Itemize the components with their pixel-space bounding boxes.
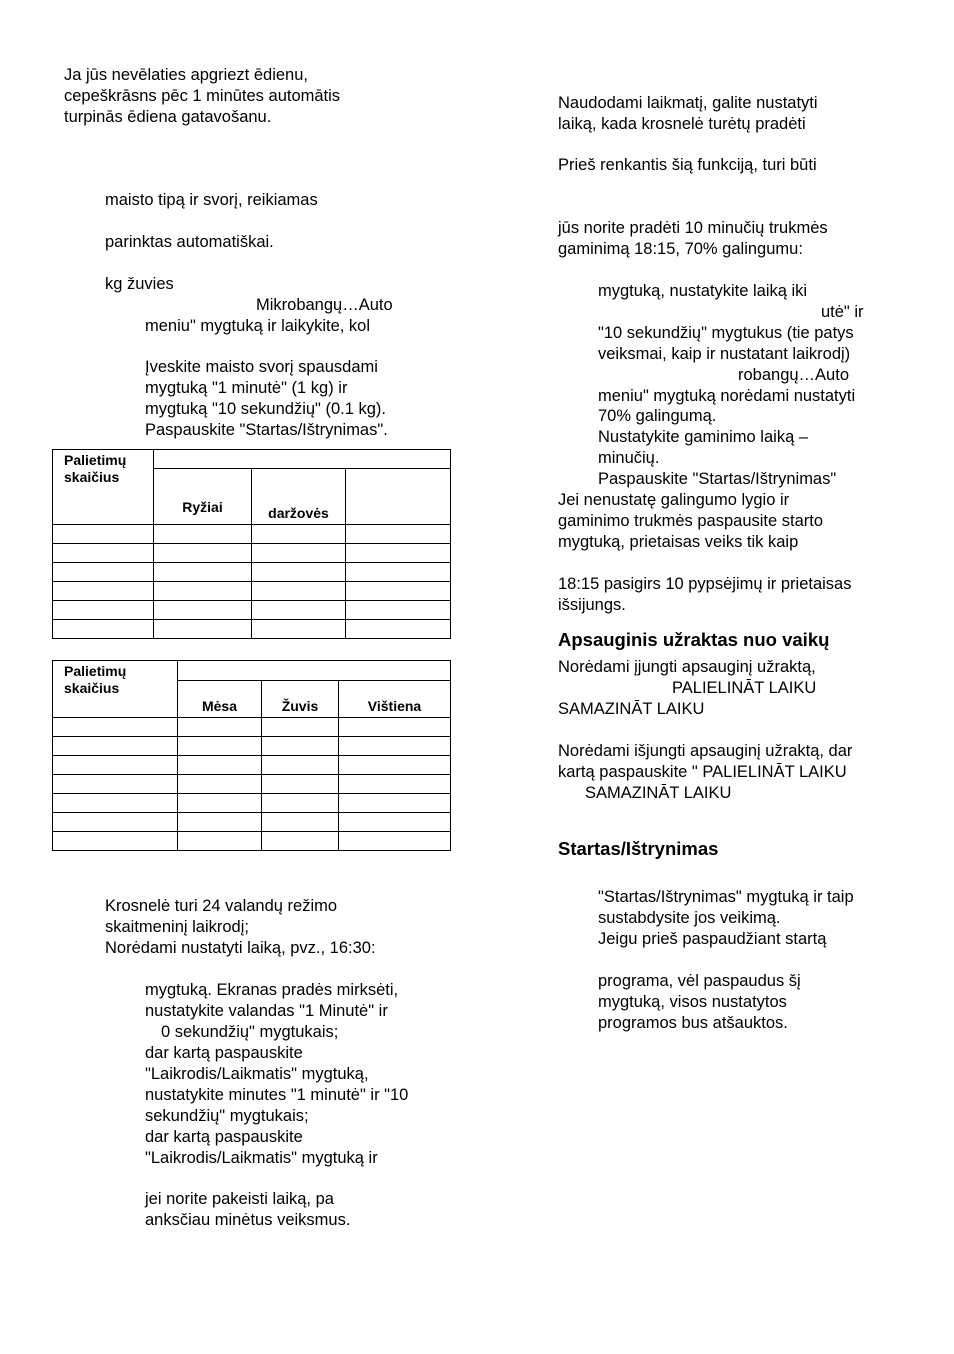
- clock-line: Norėdami nustatyti laiką, pvz., 16:30:: [105, 939, 376, 957]
- auto-menu-line: Įveskite maisto svorį spausdami: [145, 358, 378, 376]
- table-cell: [53, 756, 178, 775]
- start-clear-line: Jeigu prieš paspaudžiant startą: [598, 930, 827, 948]
- auto-menu-table-2: [52, 660, 451, 851]
- clock-line: "Laikrodis/Laikmatis" mygtuką ir: [145, 1149, 378, 1167]
- corner-label-line-2: skaičius: [64, 469, 120, 485]
- table-corner-cell: [53, 450, 154, 525]
- table-cell: [154, 525, 252, 544]
- clock-line: dar kartą paspauskite: [145, 1128, 303, 1146]
- table-row: [53, 563, 451, 582]
- timer-line: mygtuką, nustatykite laiką iki: [598, 282, 808, 300]
- clock-line: nustatykite valandas "1 Minutė" ir: [145, 1002, 388, 1020]
- clock-line: jei norite pakeisti laiką, pa: [145, 1190, 334, 1208]
- column-header-chicken: Vištiena: [339, 681, 451, 718]
- table-cell: [346, 582, 451, 601]
- table-cell: [262, 813, 339, 832]
- auto-menu-line: Mikrobangų…Auto: [256, 296, 393, 314]
- child-lock-line: Norėdami išjungti apsauginį užraktą, dar: [558, 742, 853, 760]
- table-cell: [346, 525, 451, 544]
- table-cell: [262, 794, 339, 813]
- table-cell: [53, 620, 154, 639]
- clock-line: mygtuką. Ekranas pradės mirksėti,: [145, 981, 399, 999]
- table-row: [53, 582, 451, 601]
- timer-line: utė" ir: [821, 303, 864, 321]
- table-row: [53, 525, 451, 544]
- table-cell: [53, 718, 178, 737]
- start-clear-line: sustabdysite jos veikimą.: [598, 909, 781, 927]
- table-cell: [154, 601, 252, 620]
- corner-label-line-2: skaičius: [64, 680, 120, 696]
- table-cell: [339, 794, 451, 813]
- auto-menu-line: Paspauskite "Startas/Ištrynimas".: [145, 421, 388, 439]
- column-header-rice: Ryžiai: [154, 469, 252, 525]
- timer-line: meniu" mygtuką norėdami nustatyti: [598, 387, 856, 405]
- table-row: [53, 544, 451, 563]
- table-row: [53, 832, 451, 851]
- timer-line: veiksmai, kaip ir nustatant laikrodį): [598, 345, 851, 363]
- auto-menu-line: mygtuką "10 sekundžių" (0.1 kg).: [145, 400, 386, 418]
- timer-line: Nustatykite gaminimo laiką –: [598, 428, 809, 446]
- table-row: [53, 756, 451, 775]
- start-clear-heading: Startas/Ištrynimas: [558, 838, 719, 859]
- column-header-blank: [346, 469, 451, 525]
- clock-line: Krosnelė turi 24 valandų režimo: [105, 897, 338, 915]
- corner-label-line-1: Palietimų: [64, 663, 127, 679]
- timer-line: robangų…Auto: [738, 366, 849, 384]
- table-row: [53, 718, 451, 737]
- timer-line: minučių.: [598, 449, 660, 467]
- timer-line: 18:15 pasigirs 10 pypsėjimų ir prietaisas: [558, 575, 852, 593]
- timer-line: išsijungs.: [558, 596, 626, 614]
- table-cell: [252, 582, 346, 601]
- column-header-vegetables: daržovės: [252, 469, 346, 525]
- start-clear-line: "Startas/Ištrynimas" mygtuką ir taip: [598, 888, 854, 906]
- table-cell: [339, 756, 451, 775]
- table-cell: [53, 813, 178, 832]
- child-lock-line: SAMAZINĀT LAIKU: [585, 784, 732, 802]
- child-lock-heading: Apsauginis užraktas nuo vaikų: [558, 629, 830, 650]
- timer-line: 70% galingumą.: [598, 407, 717, 425]
- start-clear-line: programos bus atšauktos.: [598, 1014, 788, 1032]
- clock-line: skaitmeninį laikrodį;: [105, 918, 249, 936]
- timer-line: "10 sekundžių" mygtukus (tie patys: [598, 324, 854, 342]
- table-row: [53, 813, 451, 832]
- table-cell: [154, 620, 252, 639]
- timer-line: gaminimo trukmės paspausite starto: [558, 512, 824, 530]
- table-cell: [252, 563, 346, 582]
- clock-line: 0 sekundžių" mygtukais;: [161, 1023, 339, 1041]
- table-cell: [262, 775, 339, 794]
- auto-menu-line: maisto tipą ir svorį, reikiamas: [105, 191, 318, 209]
- intro-line-3: turpinās ēdiena gatavošanu.: [64, 108, 272, 126]
- table-cell: [339, 775, 451, 794]
- table-cell: [53, 601, 154, 620]
- clock-line: anksčiau minėtus veiksmus.: [145, 1211, 351, 1229]
- child-lock-line: Norėdami įjungti apsauginį užraktą,: [558, 658, 816, 676]
- table-cell: [178, 718, 262, 737]
- table-cell: [346, 601, 451, 620]
- table-row: [53, 620, 451, 639]
- timer-line: Jei nenustatę galingumo lygio ir: [558, 491, 790, 509]
- start-clear-line: programa, vėl paspaudus šį: [598, 972, 801, 990]
- clock-line: "Laikrodis/Laikmatis" mygtuką,: [145, 1065, 369, 1083]
- timer-line: gaminimą 18:15, 70% galingumu:: [558, 240, 803, 258]
- table-cell: [53, 832, 178, 851]
- table-cell: [178, 832, 262, 851]
- table-cell: [262, 718, 339, 737]
- table-cell: [178, 775, 262, 794]
- table-cell: [252, 525, 346, 544]
- start-clear-line: mygtuką, visos nustatytos: [598, 993, 787, 1011]
- auto-menu-line: kg žuvies: [105, 275, 174, 293]
- table-cell: [53, 737, 178, 756]
- table-corner-cell: [53, 661, 178, 718]
- table-cell: [339, 718, 451, 737]
- table-cell: [339, 737, 451, 756]
- table-cell: [262, 737, 339, 756]
- table-cell: [178, 737, 262, 756]
- table-cell: [154, 563, 252, 582]
- clock-line: sekundžių" mygtukais;: [145, 1107, 309, 1125]
- table-cell: [346, 544, 451, 563]
- table-cell: [53, 582, 154, 601]
- intro-line-2: cepeškrāsns pēc 1 minūtes automātis: [64, 87, 341, 105]
- table-header-span: [178, 661, 451, 681]
- clock-line: dar kartą paspauskite: [145, 1044, 303, 1062]
- table-cell: [53, 525, 154, 544]
- child-lock-line: PALIELINĀT LAIKU: [672, 679, 817, 697]
- timer-line: laiką, kada krosnelė turėtų pradėti: [558, 115, 806, 133]
- auto-menu-line: parinktas automatiškai.: [105, 233, 274, 251]
- table-cell: [262, 756, 339, 775]
- table-cell: [339, 813, 451, 832]
- table-row: [53, 775, 451, 794]
- table-cell: [178, 794, 262, 813]
- table-cell: [252, 544, 346, 563]
- table-cell: [154, 582, 252, 601]
- table-cell: [252, 620, 346, 639]
- table-row: [53, 601, 451, 620]
- table-cell: [178, 813, 262, 832]
- table-cell: [178, 756, 262, 775]
- timer-line: Prieš renkantis šią funkciją, turi būti: [558, 156, 817, 174]
- timer-line: jūs norite pradėti 10 minučių trukmės: [558, 219, 828, 237]
- table-cell: [53, 775, 178, 794]
- table-cell: [346, 563, 451, 582]
- table-cell: [53, 544, 154, 563]
- column-header-fish: Žuvis: [262, 681, 339, 718]
- table-header-span: [154, 450, 451, 469]
- timer-line: Paspauskite "Startas/Ištrynimas": [598, 470, 837, 488]
- auto-menu-line: meniu" mygtuką ir laikykite, kol: [145, 317, 371, 335]
- table-row: [53, 794, 451, 813]
- table-cell: [53, 563, 154, 582]
- intro-line-1: Ja jūs nevēlaties apgriezt ēdienu,: [64, 66, 308, 84]
- child-lock-line: kartą paspauskite " PALIELINĀT LAIKU: [558, 763, 847, 781]
- column-header-meat: Mėsa: [178, 681, 262, 718]
- table-cell: [346, 620, 451, 639]
- table-row: [53, 737, 451, 756]
- table-cell: [154, 544, 252, 563]
- corner-label-line-1: Palietimų: [64, 452, 127, 468]
- auto-menu-line: mygtuką "1 minutė" (1 kg) ir: [145, 379, 348, 397]
- timer-line: mygtuką, prietaisas veiks tik kaip: [558, 533, 799, 551]
- child-lock-line: SAMAZINĀT LAIKU: [558, 700, 705, 718]
- clock-line: nustatykite minutes "1 minutė" ir "10: [145, 1086, 409, 1104]
- timer-line: Naudodami laikmatį, galite nustatyti: [558, 94, 818, 112]
- table-cell: [252, 601, 346, 620]
- table-cell: [339, 832, 451, 851]
- auto-menu-table-1: [52, 449, 451, 639]
- table-cell: [53, 794, 178, 813]
- table-cell: [262, 832, 339, 851]
